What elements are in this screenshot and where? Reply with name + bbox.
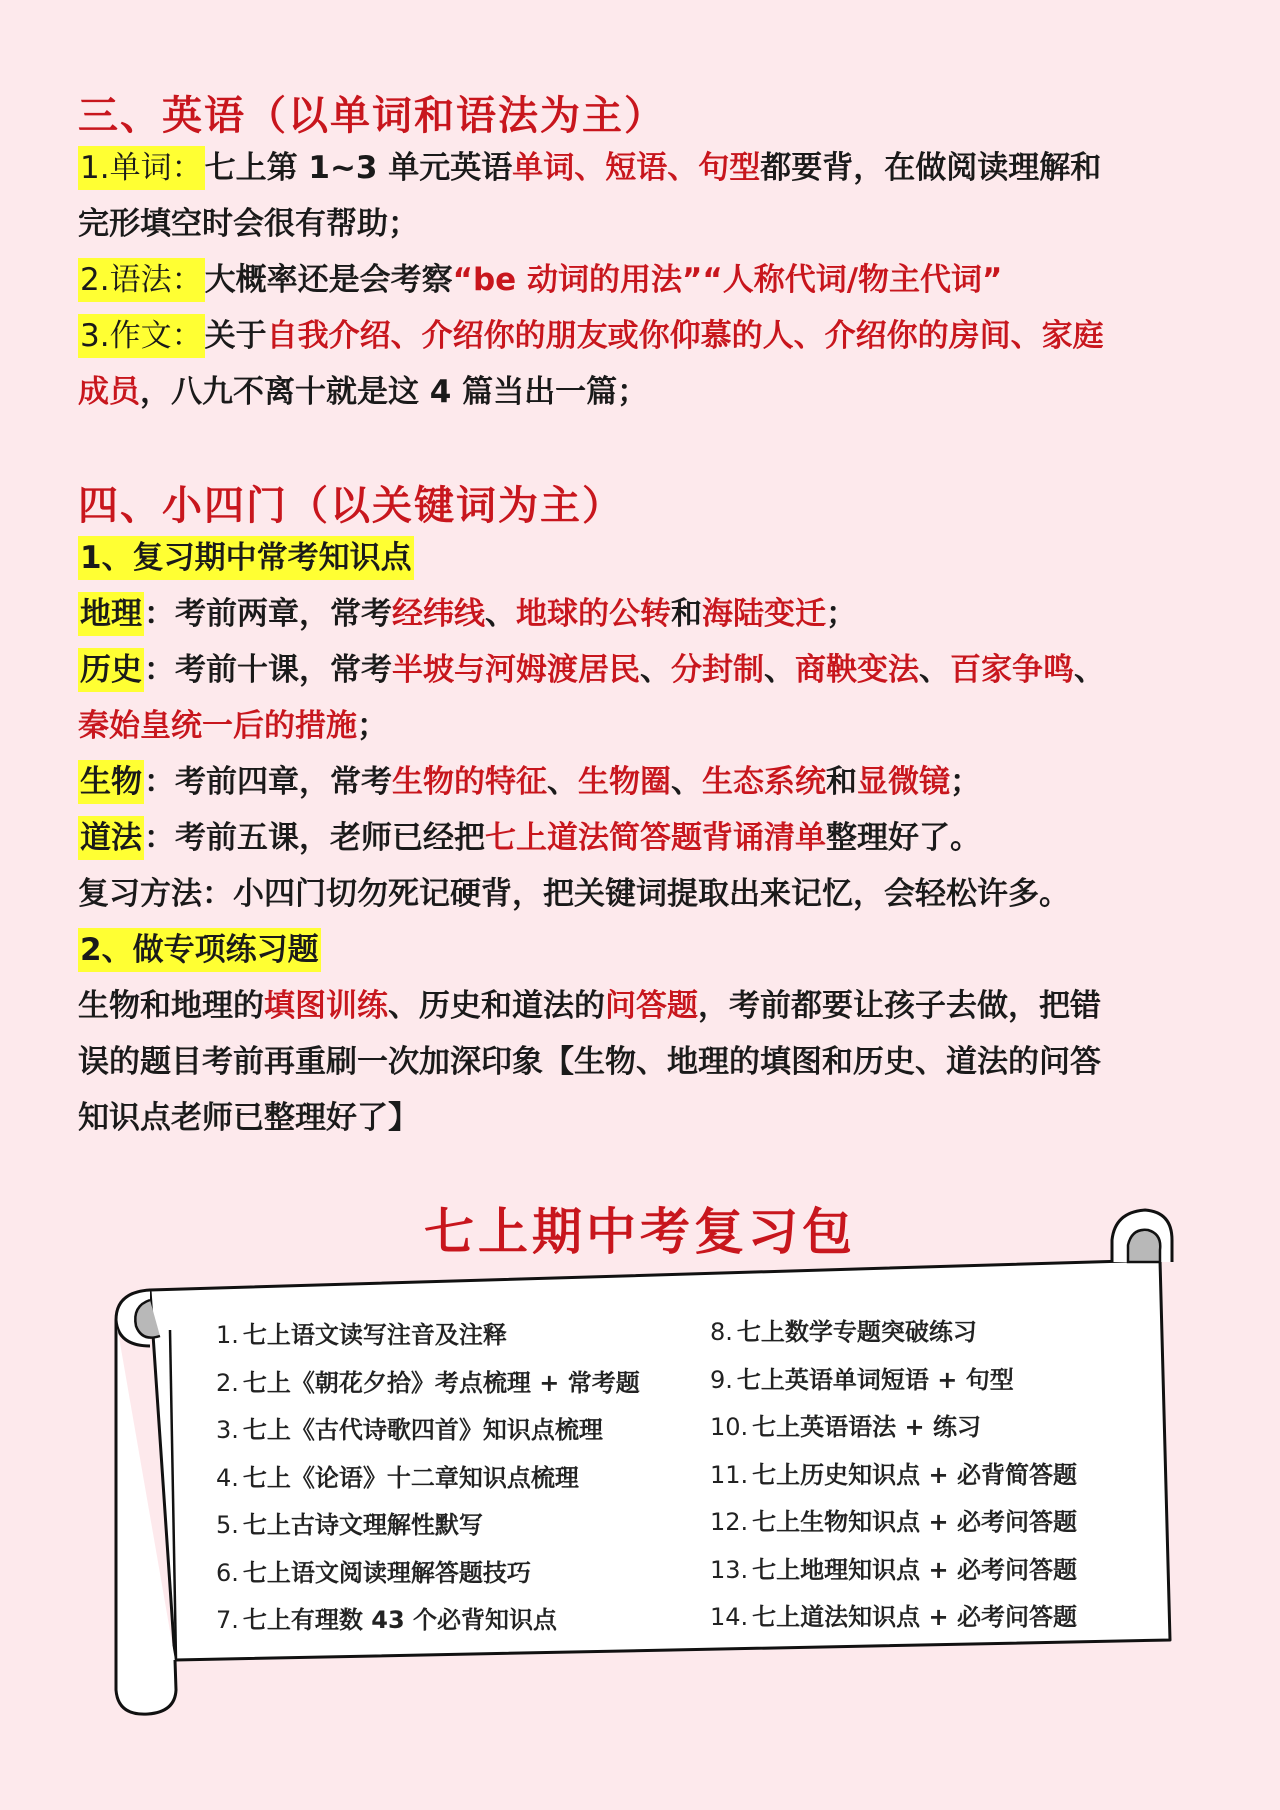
- bundle-list-item: [216, 1553, 531, 1588]
- his-key-1: 半坡与河姆渡居民: [392, 652, 640, 688]
- his-key-2: 分封制: [671, 652, 764, 688]
- his-text-4: 、: [919, 652, 950, 688]
- his-text-1: ：考前十课，常考: [144, 652, 392, 688]
- section4-sub1: 1、复习期中常考知识点: [78, 536, 414, 580]
- geo-key-2: 地球的公转: [516, 596, 671, 632]
- bundle-list-item: [216, 1505, 483, 1540]
- bundle-item-text: 七上生物知识点 + 必考问答题: [752, 1508, 1077, 1536]
- bundle-item-number: 12.: [710, 1508, 749, 1536]
- writing-label: 3.作文：: [78, 314, 205, 358]
- bundle-item-text: 七上语文读写注音及注释: [242, 1321, 507, 1349]
- bio-key-2: 生物圈: [578, 764, 671, 800]
- bundle-list-item: [216, 1363, 640, 1398]
- bundle-list-item: [216, 1410, 603, 1445]
- bundle-item-text: 七上英语语法 + 练习: [752, 1413, 981, 1441]
- section3-vocab-line-2: 完形填空时会很有帮助；: [78, 206, 419, 242]
- biology-label: 生物: [78, 760, 144, 804]
- bundle-item-number: 14.: [710, 1603, 749, 1631]
- bundle-list-item: [710, 1312, 977, 1347]
- bundle-list-item: [216, 1600, 557, 1635]
- bundle-item-number: 9.: [710, 1365, 733, 1394]
- bio-key-3: 生态系统: [702, 764, 826, 800]
- his-text-2: 、: [640, 652, 671, 688]
- prac-text-1: 生物和地理的: [78, 988, 264, 1024]
- bundle-item-number: 8.: [710, 1318, 733, 1346]
- prac-key-2: 问答题: [605, 988, 698, 1024]
- bundle-item-number: 5.: [216, 1511, 239, 1539]
- his-text-3: 、: [764, 652, 795, 688]
- his-key-5: 秦始皇统一后的措施: [78, 708, 357, 744]
- bundle-list-item: [710, 1407, 981, 1442]
- prac-key-1: 填图训练: [264, 988, 388, 1024]
- bio-text-5: ；: [950, 764, 981, 800]
- bundle-item-text: 七上《朝花夕拾》考点梳理 + 常考题: [242, 1368, 640, 1397]
- bundle-list-item: [710, 1360, 1014, 1395]
- geo-key-1: 经纬线: [392, 596, 485, 632]
- his-key-3: 商鞅变法: [795, 652, 919, 688]
- bundle-item-text: 七上古诗文理解性默写: [242, 1511, 483, 1539]
- practice-line-3: 知识点老师已整理好了】: [78, 1100, 419, 1136]
- bundle-list-item: [710, 1455, 1077, 1490]
- bundle-list-item: [710, 1550, 1077, 1585]
- section4-title: 四、小四门（以关键词为主）: [78, 483, 624, 529]
- bundle-item-number: 1.: [216, 1321, 239, 1349]
- history-label: 历史: [78, 648, 144, 692]
- his-key-4: 百家争鸣: [950, 652, 1074, 688]
- bundle-item-number: 10.: [710, 1413, 749, 1441]
- prac-text-3: ，考前都要让孩子去做，把错: [698, 988, 1101, 1024]
- grammar-label: 2.语法：: [78, 258, 205, 302]
- morality-law-label: 道法: [78, 816, 144, 860]
- bio-key-4: 显微镜: [857, 764, 950, 800]
- bio-text-4: 和: [826, 764, 857, 800]
- vocab-text-1: 七上第 1~3 单元英语: [204, 150, 513, 186]
- geo-text-4: ；: [826, 596, 857, 632]
- his-text-6: ；: [357, 708, 388, 744]
- geo-text-2: 、: [485, 596, 516, 632]
- bundle-item-number: 3.: [216, 1416, 239, 1444]
- geo-text-3: 和: [671, 596, 702, 632]
- vocab-highlight: 单词、短语、句型: [512, 150, 761, 186]
- section4-sub2: 2、做专项练习题: [78, 928, 321, 972]
- bundle-item-text: 七上英语单词短语 + 句型: [736, 1365, 1014, 1394]
- bundle-item-text: 七上有理数 43 个必背知识点: [242, 1606, 558, 1634]
- his-text-5: 、: [1074, 652, 1105, 688]
- bundle-item-number: 6.: [216, 1558, 239, 1587]
- law-text-2: 整理好了。: [826, 820, 981, 856]
- grammar-text: 大概率还是会考察: [204, 262, 453, 298]
- bundle-item-number: 4.: [216, 1463, 239, 1492]
- writing-text-1: 关于: [204, 318, 267, 354]
- bundle-list-item: [216, 1458, 579, 1493]
- vocab-label: 1.单词：: [78, 146, 205, 190]
- bundle-item-text: 七上《论语》十二章知识点梳理: [242, 1463, 579, 1492]
- grammar-highlight: “be 动词的用法”“人称代词/物主代词”: [452, 262, 1003, 298]
- bundle-title: 七上期中考复习包: [424, 1203, 856, 1261]
- prac-text-2: 、历史和道法的: [388, 988, 605, 1024]
- bundle-item-text: 七上地理知识点 + 必考问答题: [752, 1555, 1077, 1584]
- bundle-item-text: 七上语文阅读理解答题技巧: [242, 1558, 531, 1587]
- geo-key-3: 海陆变迁: [702, 596, 826, 632]
- bundle-item-text: 七上《古代诗歌四首》知识点梳理: [242, 1416, 603, 1444]
- bundle-list-item: [216, 1315, 507, 1350]
- bio-key-1: 生物的特征: [392, 764, 547, 800]
- section3-title: 三、英语（以单词和语法为主）: [78, 93, 666, 139]
- bundle-list-item: [710, 1502, 1077, 1537]
- geo-text-1: ：考前两章，常考: [144, 596, 392, 632]
- bundle-item-text: 七上道法知识点 + 必考问答题: [752, 1603, 1077, 1631]
- bundle-item-text: 七上历史知识点 + 必背简答题: [752, 1460, 1077, 1489]
- vocab-text-2: 都要背，在做阅读理解和: [760, 150, 1102, 186]
- law-key-1: 七上道法简答题背诵清单: [485, 820, 826, 856]
- bundle-item-text: 七上数学专题突破练习: [736, 1318, 977, 1346]
- review-method-line: 复习方法：小四门切勿死记硬背，把关键词提取出来记忆，会轻松许多。: [78, 876, 1070, 912]
- law-text-1: ：考前五课，老师已经把: [144, 820, 485, 856]
- bundle-item-number: 7.: [216, 1606, 239, 1634]
- geography-label: 地理: [78, 592, 144, 636]
- writing-highlight-2: 成员: [78, 374, 140, 410]
- bundle-list-item: [710, 1597, 1077, 1632]
- bio-text-1: ：考前四章，常考: [144, 764, 392, 800]
- bundle-item-number: 13.: [710, 1555, 749, 1584]
- bio-text-3: 、: [671, 764, 702, 800]
- bundle-item-number: 11.: [710, 1460, 749, 1489]
- bio-text-2: 、: [547, 764, 578, 800]
- writing-highlight-1: 自我介绍、介绍你的朋友或你仰慕的人、介绍你的房间、家庭: [266, 318, 1104, 354]
- practice-line-2: 误的题目考前再重刷一次加深印象【生物、地理的填图和历史、道法的问答: [78, 1044, 1101, 1080]
- bundle-item-number: 2.: [216, 1368, 239, 1397]
- writing-text-2: ，八九不离十就是这 4 篇当出一篇；: [140, 374, 649, 410]
